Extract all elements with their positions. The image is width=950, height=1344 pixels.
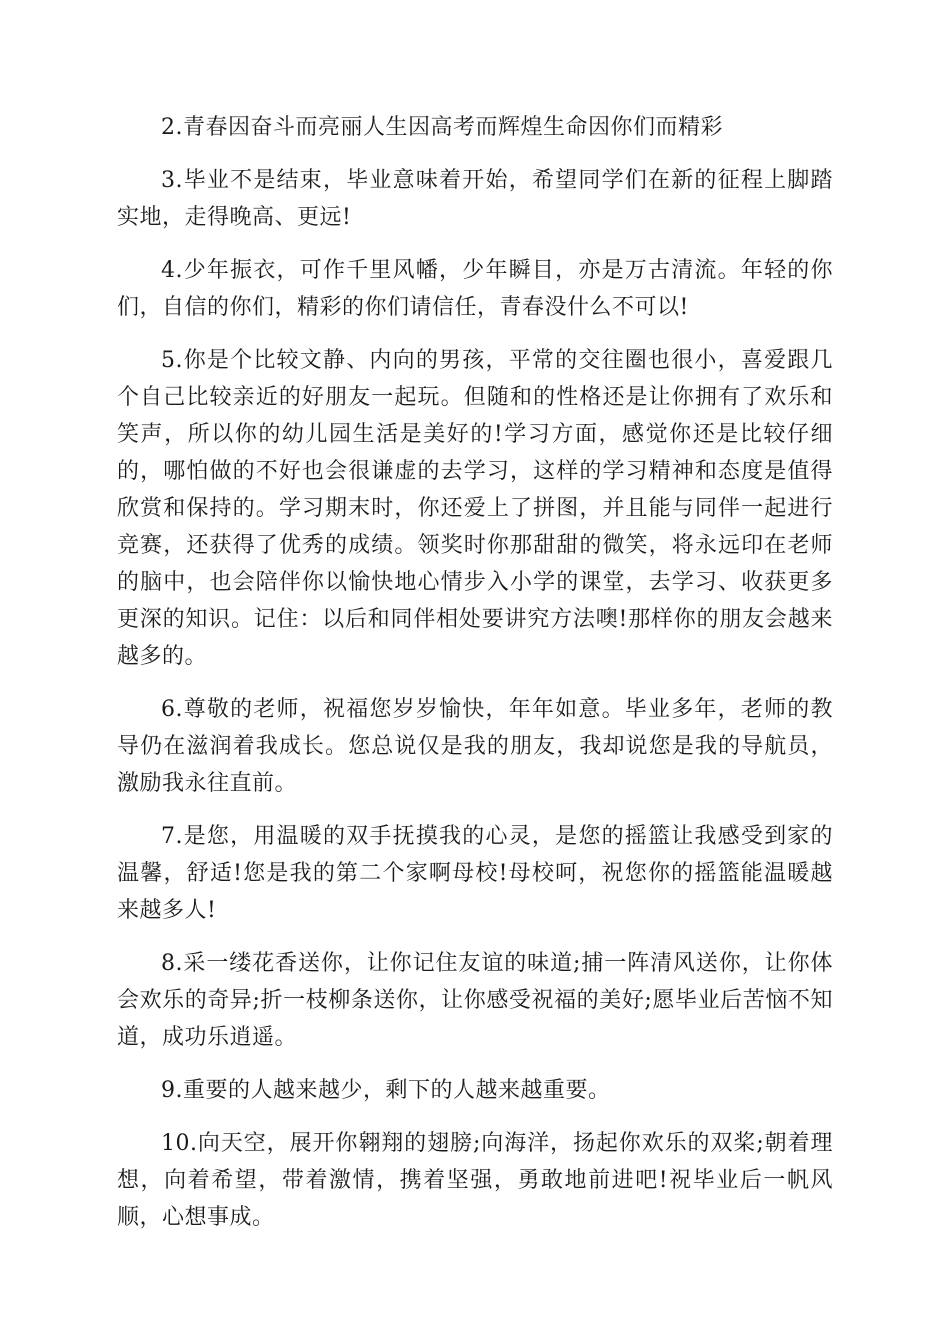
paragraph-6: 6.尊敬的老师，祝福您岁岁愉快，年年如意。毕业多年，老师的教导仍在滋润着我成长。您总说仅是我的朋友，我却说您是我的导航员，激励我永往直前。 [117,697,833,796]
paragraph-4: 4.少年振衣，可作千里风幡，少年瞬目，亦是万古清流。年轻的你们，自信的你们，精彩的你们请信任，青春没什么不可以! [117,258,833,320]
paragraph-2: 2.青春因奋斗而亮丽人生因高考而辉煌生命因你们而精彩 [161,115,723,140]
paragraph-10: 10.向天空，展开你翱翔的翅膀;向海洋，扬起你欢乐的双桨;朝着理想，向着希望，带着激情，携着坚强，勇敢地前进吧!祝毕业后一帆风顺，心想事成。 [117,1131,833,1230]
paragraph-7: 7.是您，用温暖的双手抚摸我的心灵，是您的摇篮让我感受到家的温馨，舒适!您是我的第二个家啊母校!母校呵，祝您你的摇篮能温暖越来越多人! [117,824,833,923]
document-body [117,109,833,1252]
paragraph-8: 8.采一缕花香送你，让你记住友谊的味道;捕一阵清风送你，让你体会欢乐的奇异;折一枝柳条送你，让你感受祝福的美好;愿毕业后苦恼不知道，成功乐逍遥。 [117,951,833,1050]
paragraph-5: 5.你是个比较文静、内向的男孩，平常的交往圈也很小，喜爱跟几个自己比较亲近的好朋友一起玩。但随和的性格还是让你拥有了欢乐和笑声，所以你的幼儿园生活是美好的!学习方面，感觉你还是比较仔细的，哪怕做的不好也会很谦虚的去学习，这样的学习精神和态度是值得欣赏和保持的。学习期末时，你还爱上了拼图，并且能与同伴一起进行竞赛，还获得了优秀的成绩。领奖时你那甜甜的微笑，将永远印在老师的脑中，也会陪伴你以愉快地心情步入小学的课堂，去学习、收获更多更深的知识。记住：以后和同伴相处要讲究方法噢!那样你的朋友会越来越多的。 [117,348,833,669]
paragraph-9: 9.重要的人越来越少，剩下的人越来越重要。 [161,1078,611,1103]
paragraph-3: 3.毕业不是结束，毕业意味着开始，希望同学们在新的征程上脚踏实地，走得晚高、更远! [117,168,833,230]
